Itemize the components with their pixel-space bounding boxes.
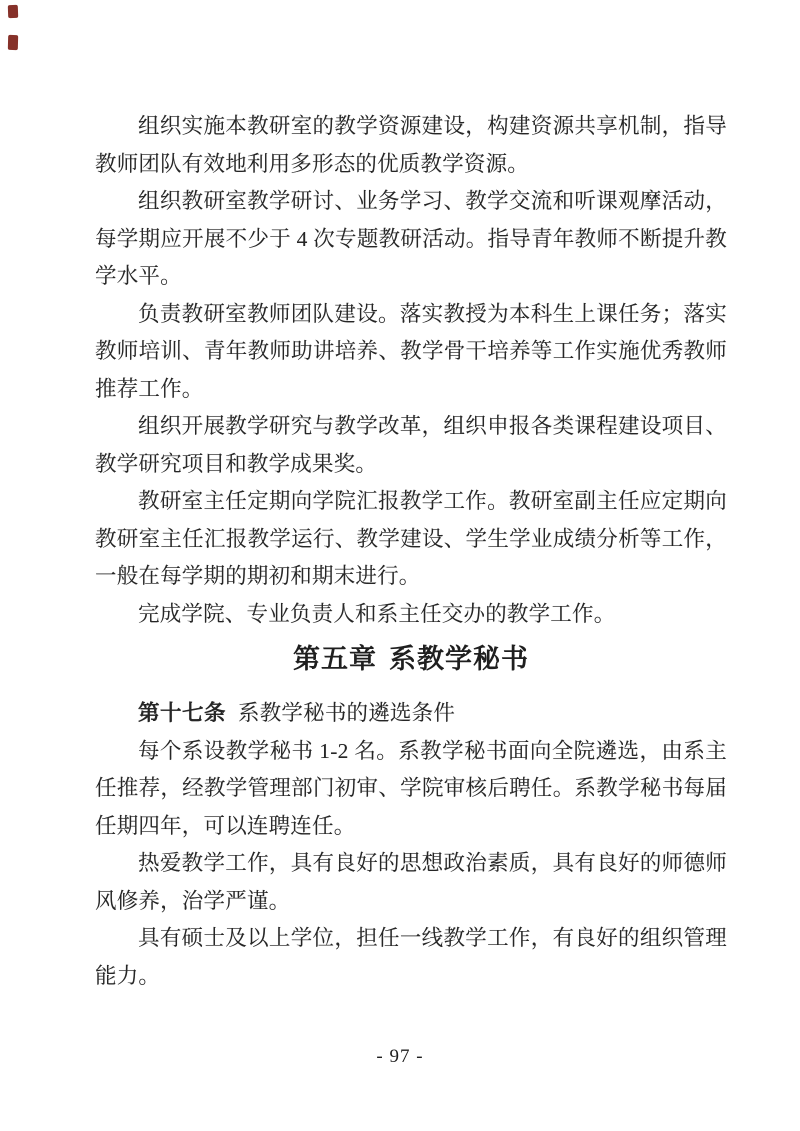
chapter-heading (95, 637, 727, 681)
red-mark-icon (8, 5, 18, 18)
paragraph: 每个系设教学秘书 1-2 名。系教学秘书面向全院遴选，由系主任推荐，经教学管理部门初审、学院审核后聘任。系教学秘书每届任期四年，可以连聘连任。 (95, 738, 727, 838)
paragraph: 热爱教学工作，具有良好的思想政治素质，具有良好的师德师风修养，治学严谨。 (95, 851, 727, 913)
chapter-title: 系教学秘书 (389, 644, 529, 674)
chapter-number: 第五章 (293, 644, 377, 674)
red-mark-icon (8, 35, 18, 50)
corner-marks (8, 5, 22, 55)
paragraph: 具有硕士及以上学位，担任一线教学工作，有良好的组织管理能力。 (95, 926, 727, 988)
paragraph: 组织开展教学研究与教学改革，组织申报各类课程建设项目、教学研究项目和教学成果奖。 (95, 414, 727, 476)
paragraph: 负责教研室教师团队建设。落实教授为本科生上课任务；落实教师培训、青年教师助讲培养、教学骨干培养等工作实施优秀教师推荐工作。 (95, 301, 727, 401)
article-number: 第十七条 (138, 701, 227, 725)
document-body (95, 108, 727, 995)
article-heading-line (95, 695, 727, 733)
paragraph: 完成学院、专业负责人和系主任交办的教学工作。 (138, 601, 616, 626)
paragraph: 组织实施本教研室的教学资源建设，构建资源共享机制，指导教师团队有效地利用多形态的优质教学资源。 (95, 114, 727, 176)
paragraph: 组织教研室教学研讨、业务学习、教学交流和听课观摩活动，每学期应开展不少于 4 次专题教研活动。指导青年教师不断提升教学水平。 (95, 189, 727, 288)
page-number: - 97 - (376, 1046, 424, 1067)
paragraph: 教研室主任定期向学院汇报教学工作。教研室副主任应定期向教研室主任汇报教学运行、教学建设、学生学业成绩分析等工作，一般在每学期的期初和期末进行。 (95, 489, 727, 588)
article-title: 系教学秘书的遴选条件 (238, 701, 456, 725)
